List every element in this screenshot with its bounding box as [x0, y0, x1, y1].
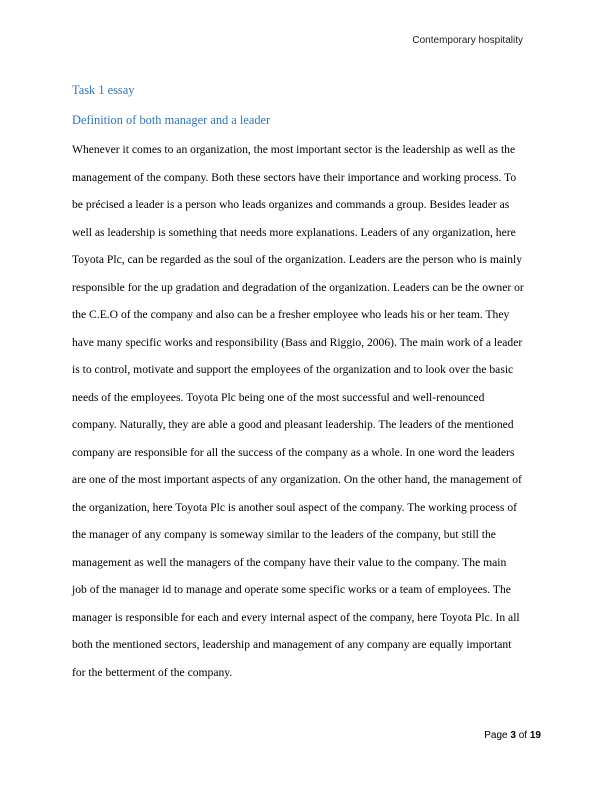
- of-word: of: [518, 730, 528, 741]
- section-heading: Definition of both manager and a leader: [72, 113, 271, 127]
- paragraph-line: Whenever it comes to an organization, the most important sector is the leadership as well as the: [72, 143, 516, 156]
- paragraph-line: management of the company. Both these sectors have their importance and working process. To: [72, 170, 517, 184]
- paragraph-line: well as leadership is something that needs more explanations. Leaders of any organization, here: [72, 225, 516, 239]
- current-page-number: 3: [510, 730, 516, 741]
- paragraph-line: have many specific works and responsibility (Bass and Riggio, 2006). The main work of a leader: [72, 335, 523, 349]
- paragraph-line: job of the manager id to manage and operate some specific works or a team of employees. The: [72, 583, 511, 596]
- paragraph-line: company. Naturally, they are able a good and pleasant leadership. The leaders of the mentioned: [72, 418, 514, 431]
- paragraph-line: Toyota Plc, can be regarded as the soul of the organization. Leaders are the person who is mainly: [72, 253, 523, 266]
- paragraph-line: needs of the employees. Toyota Plc being one of the most successful and well-renounced: [72, 390, 485, 404]
- running-header: Contemporary hospitality: [412, 35, 523, 46]
- paragraph-line: both the mentioned sectors, leadership and management of any company are equally important: [72, 638, 512, 651]
- paragraph-line: is to control, motivate and support the employees of the organization and to look over the basic: [72, 363, 514, 376]
- paragraph-line: responsible for the up gradation and degradation of the organization. Leaders can be the owner or: [72, 280, 524, 294]
- paragraph-line: the C.E.O of the company and also can be a fresher employee who leads his or her team. They: [72, 308, 510, 321]
- page-footer: [484, 730, 541, 741]
- body-paragraph: [72, 136, 544, 686]
- paragraph-line: company are responsible for all the success of the company as a whole. In one word the leaders: [72, 445, 515, 459]
- page-word: Page: [484, 730, 508, 741]
- paragraph-line: be précised a leader is a person who leads organizes and commands a group. Besides leader as: [72, 198, 510, 211]
- paragraph-line: management as well the managers of the company have their value to the company. The main: [72, 555, 507, 569]
- paragraph-line: are one of the most important aspects of any organization. On the other hand, the management of: [72, 473, 522, 486]
- paragraph-line: for the betterment of the company.: [72, 665, 233, 679]
- paragraph-line: manager is responsible for each and every internal aspect of the company, here Toyota Plc. In all: [72, 610, 520, 624]
- paragraph-line: the manager of any company is someway similar to the leaders of the company, but still the: [72, 528, 496, 541]
- task-heading: Task 1 essay: [72, 83, 135, 97]
- total-pages-number: 19: [529, 730, 541, 741]
- paragraph-line: the organization, here Toyota Plc is another soul aspect of the company. The working process of: [72, 500, 517, 514]
